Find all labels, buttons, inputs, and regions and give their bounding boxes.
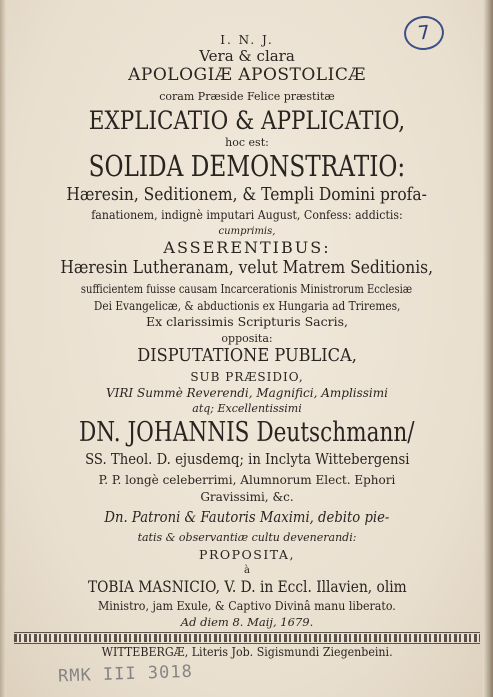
line-haeresin-lutheranam [14, 259, 480, 277]
line-sub-praesidio: SUB PRÆSIDIO, [190, 370, 304, 384]
line-disputatione [14, 347, 480, 365]
line-solida [14, 149, 480, 183]
line-proposita: PROPOSITA, [199, 547, 295, 562]
imprint [14, 646, 480, 658]
line-tobia-text: TOBIA MASNICIO, V. D. in Eccl. Illavien, olim [87, 577, 407, 596]
page-edge-right [483, 0, 493, 697]
line-ss-theol-text: SS. Theol. D. ejusdemq; in Inclyta Wittebergensi [84, 450, 410, 468]
line-sufficientem [14, 283, 480, 295]
invocation: I. N. J. [220, 33, 274, 47]
line-johannis-text: DN. JOHANNIS Deutschmann/ [79, 417, 415, 448]
line-ministro-text: Ministro, jam Exule, & Captivo Divinâ manu liberato. [98, 599, 396, 613]
line-pp-longe: P. P. longè celeberrimi, Alumnorum Elect. Ephori [98, 473, 396, 487]
line-johannis [14, 419, 480, 446]
line-apologiae: APOLOGIÆ APOSTOLICÆ [128, 65, 366, 85]
line-patroni [14, 510, 480, 525]
line-explicatio [14, 108, 480, 133]
line-haeresin-1 [14, 186, 480, 204]
line-ad-diem: Ad diem 8. Maij, 1679. [180, 615, 314, 629]
catalog-number-stamp: 7 [402, 14, 445, 52]
line-fanationem-text: fanationem, indignè imputari August, Confess: addictis: [91, 207, 403, 222]
line-coram: coram Præside Felice præstitæ [159, 90, 335, 103]
line-ministro [14, 600, 480, 612]
line-viri: VIRI Summè Reverendi, Magnifici, Amplissimi [105, 386, 388, 400]
page-edge-left [0, 0, 6, 697]
line-vera-clara: Vera & clara [199, 47, 295, 65]
line-ss-theol [14, 452, 480, 467]
line-atq: atq; Excellentissimi [192, 402, 302, 415]
line-patroni-text: Dn. Patroni & Fautoris Maximi, debito pie- [104, 508, 390, 526]
shelfmark-stamp: RMK III 3018 [57, 661, 194, 687]
line-cumprimis: cumprimis, [218, 226, 276, 237]
line-asserentibus: ASSERENTIBUS: [163, 238, 331, 257]
line-tobia [14, 579, 480, 595]
imprint-text: WITTEBERGÆ, Literis Job. Sigismundi Ziegenbeini. [101, 645, 393, 659]
line-a: à [244, 565, 250, 576]
line-explicatio-text: EXPLICATIO & APPLICATIO, [88, 106, 406, 135]
line-gravissimi: Gravissimi, &c. [200, 490, 294, 504]
ornamental-border [14, 634, 480, 642]
line-solida-text: SOLIDA DEMONSTRATIO: [88, 149, 406, 183]
line-haeresin-lutheranam-text: Hæresin Lutheranam, velut Matrem Seditionis, [60, 257, 434, 278]
line-dei-evangelicae-text: Dei Evangelicæ, & abductionis ex Hungaria ad Triremes, [93, 299, 401, 313]
line-fanationem [14, 209, 480, 222]
line-haeresin-1-text: Hæresin, Seditionem, & Templi Domini profa- [66, 184, 428, 205]
line-tatis: tatis & observantiæ cultu devenerandi: [137, 531, 357, 544]
line-hoc-est: hoc est: [225, 136, 269, 149]
line-sufficientem-text: sufficientem fuisse causam Incarcerationis Ministrorum Ecclesiæ [81, 282, 413, 296]
line-opposita: opposita: [221, 332, 273, 345]
line-ex-clarissimis: Ex clarissimis Scripturis Sacris, [146, 314, 348, 329]
line-disputatione-text: DISPUTATIONE PUBLICA, [137, 345, 357, 366]
line-dei-evangelicae [14, 300, 480, 312]
